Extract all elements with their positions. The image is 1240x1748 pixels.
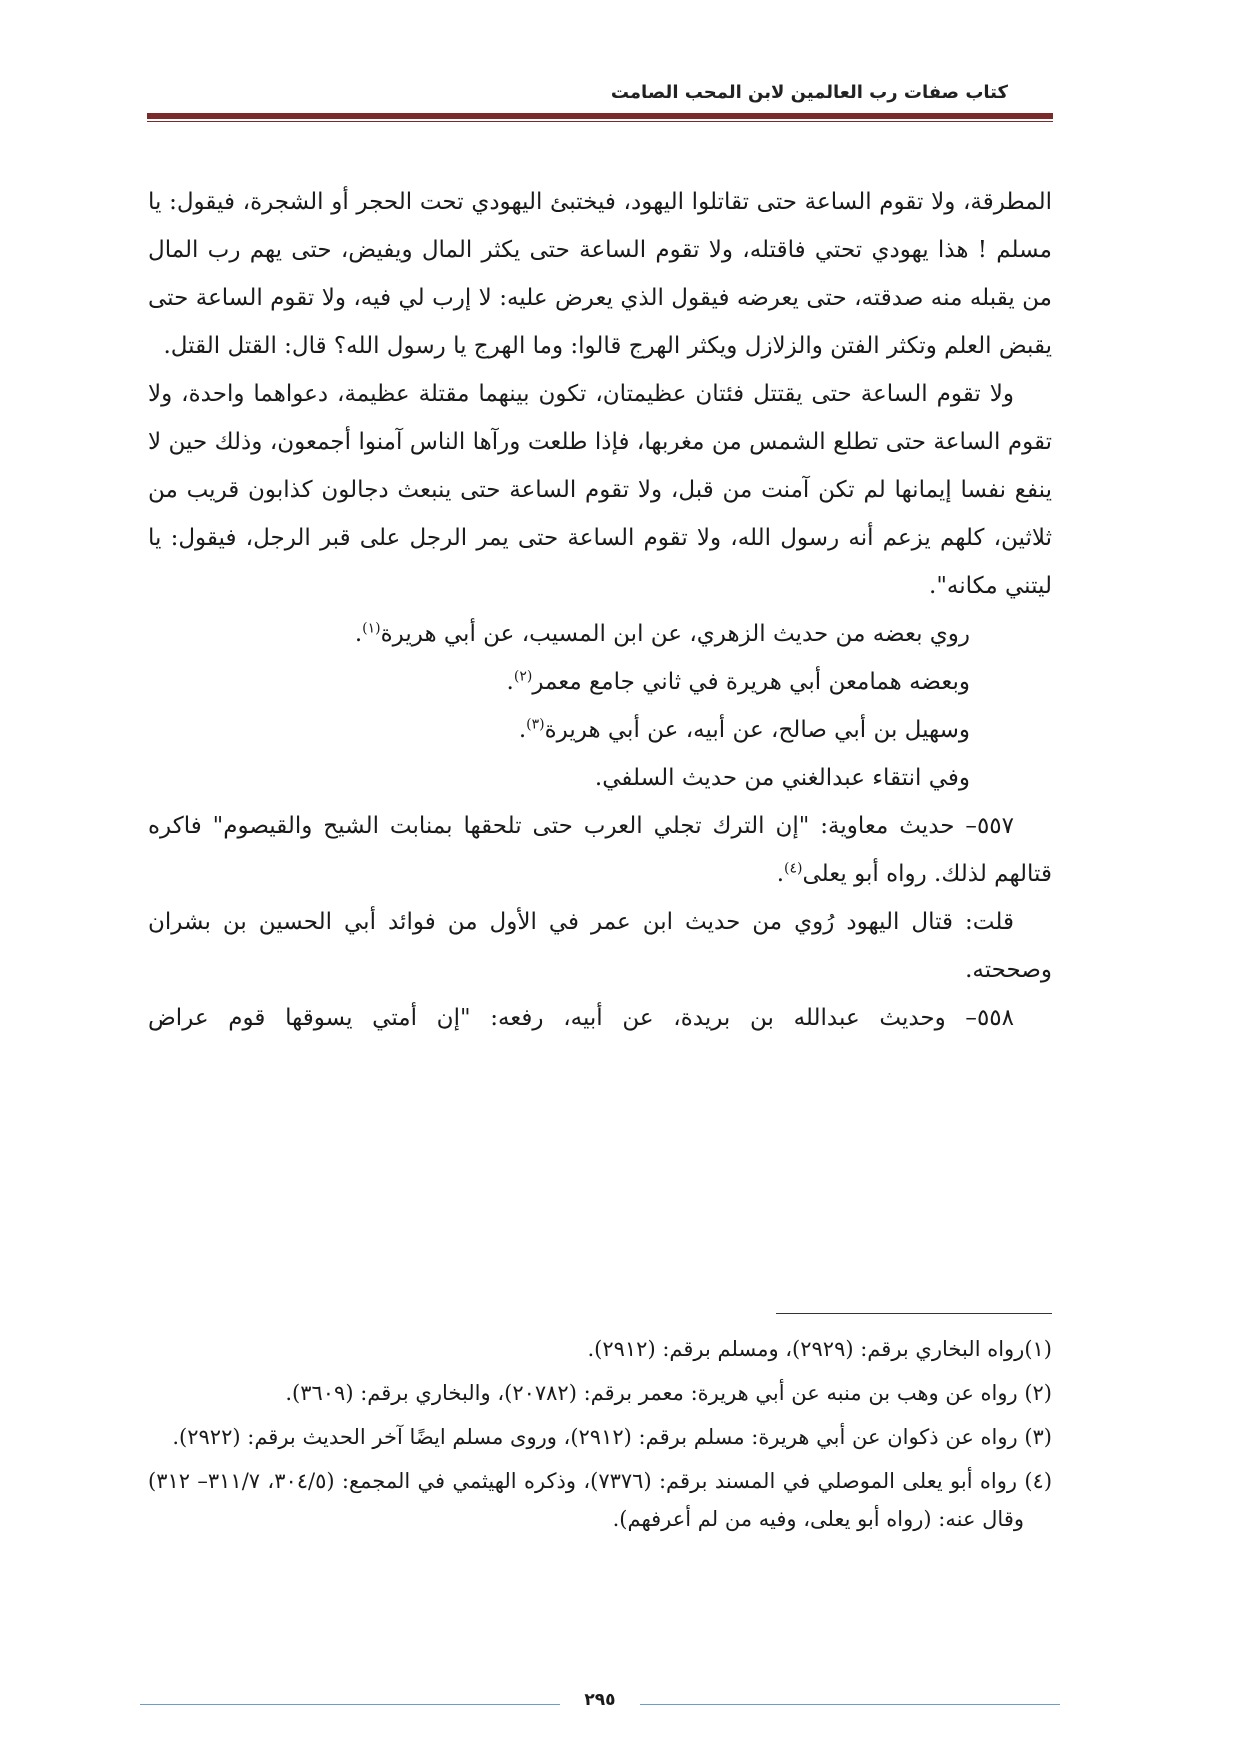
footnote-ref[interactable]: (٢): [513, 668, 533, 685]
footnote-4: (٤) رواه أبو يعلى الموصلي في المسند برقم: (٧٣٧٦)، وذكره الهيثمي في المجمع: (٣٠٤/٥، ٣١١/٧– ٣١٢) وقال عنه: (رواه أبو يعلى، وفيه من لم أعرفهم).: [148, 1469, 1053, 1531]
paragraph-hadith-continuation: المطرقة، ولا تقوم الساعة حتى تقاتلوا اليهود، فيختبئ اليهودي تحت الحجر أو الشجرة، فيقول: يا مسلم ! هذا يهودي تحتي فاقتله، ولا تقوم الساعة حتى يكثر المال ويفيض، حتى يهم رب المال من يقبله منه صدقته، حتى يعرضه فيقول الذي يعرض عليه: لا إرب لي فيه، ولا تقوم الساعة حتى يقبض العلم وتكثر الفتن والزلازل ويكثر الهرج قالوا: وما الهرج يا رسول الله؟ قال: القتل القتل.: [148, 189, 1052, 359]
footnote-1: (١)رواه البخاري برقم: (٢٩٢٩)، ومسلم برقم: (٢٩١٢).: [587, 1337, 1052, 1361]
paragraph-hadith-end: ولا تقوم الساعة حتى يقتتل فئتان عظيمتان، تكون بينهما مقتلة عظيمة، دعواهما واحدة، ولا تقوم الساعة حتى تطلع الشمس من مغربها، فإذا طلعت ورآها الناس آمنوا أجمعون، وذلك حين لا ينفع نفسا إيمانها لم تكن آمنت من قبل، ولا تقوم الساعة حتى ينبعث دجالون كذابون قريب من ثلاثين، كلهم يزعم أنه رسول الله، ولا تقوم الساعة حتى يمر الرجل على قبر الرجل، فيقول: يا ليتني مكانه".: [148, 381, 1052, 599]
hadith-557-text: ٥٥٧– حديث معاوية: "إن الترك تجلي العرب حتى تلحقها بمنابت الشيح والقيصوم" فاكره قتالهم لذلك. رواه أبو يعلى: [148, 813, 1052, 887]
footnote-separator: [776, 1313, 1052, 1314]
narration-line: وفي انتقاء عبدالغني من حديث السلفي.: [594, 765, 970, 791]
footnote-3: (٣) رواه عن ذكوان عن أبي هريرة: مسلم برقم: (٢٩١٢)، وروى مسلم ايضًا آخر الحديث برقم: (٢٩٢٢).: [172, 1425, 1052, 1449]
header-rule: [147, 113, 1053, 119]
paragraph-author-note: قلت: قتال اليهود رُوي من حديث ابن عمر في الأول من فوائد أبي الحسين بن بشران وصححته.: [148, 909, 1052, 983]
footnote-ref[interactable]: (١): [362, 620, 381, 637]
running-header-title: كتاب صفات رب العالمين لابن المحب الصامت: [610, 82, 1008, 103]
narration-text: وبعضه همامعن أبي هريرة في ثاني جامع معمر: [532, 669, 970, 695]
narration-text: روي بعضه من حديث الزهري، عن ابن المسيب، عن أبي هريرة: [380, 621, 970, 647]
paragraph-hadith-558: ٥٥٨– وحديث عبدالله بن بريدة، عن أبيه، رفعه: "إن أمتي يسوقها قوم عراض: [148, 1005, 1014, 1031]
narration-line: روي بعضه من حديث الزهري، عن ابن المسيب، عن أبي هريرة$^{(١)}$.: [354, 620, 970, 647]
footnotes: [148, 1330, 1052, 1544]
main-text: [148, 178, 1052, 1042]
footer-rule-right: [640, 1704, 1060, 1705]
narration-chain-list: [148, 610, 1052, 802]
paragraph-hadith-557: ٥٥٧– حديث معاوية: "إن الترك تجلي العرب حتى تلحقها بمنابت الشيح والقيصوم" فاكره قتالهم لذلك. رواه أبو يعلى$^{(٤)}$.: [148, 813, 1052, 887]
narration-line: وسهيل بن أبي صالح، عن أبيه، عن أبي هريرة$^{(٣)}$.: [518, 716, 970, 743]
header-rule-thin: [147, 121, 1053, 122]
footnote-ref[interactable]: (٣): [526, 716, 545, 733]
footnote-ref[interactable]: (٤): [784, 860, 803, 877]
narration-line: وبعضه همامعن أبي هريرة في ثاني جامع معمر$^{(٢)}$.: [506, 668, 970, 695]
narration-text: وسهيل بن أبي صالح، عن أبيه، عن أبي هريرة: [544, 717, 970, 743]
page-number: ٢٩٥: [584, 1690, 616, 1710]
footnote-2: (٢) رواه عن وهب بن منبه عن أبي هريرة: معمر برقم: (٢٠٧٨٢)، والبخاري برقم: (٣٦٠٩).: [285, 1381, 1052, 1405]
footer-rule-left: [140, 1704, 560, 1705]
